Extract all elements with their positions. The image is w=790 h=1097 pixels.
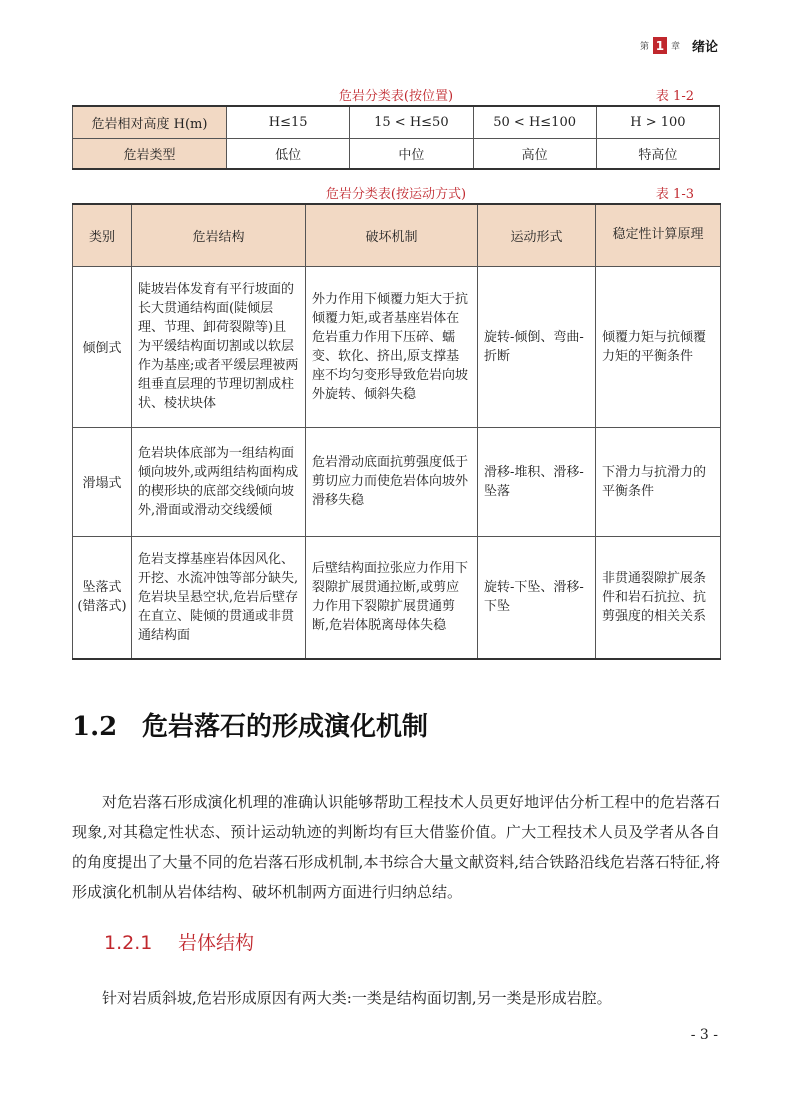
table-cell: 旋转-下坠、滑移-下坠 — [478, 536, 596, 659]
table-cell: 倾倒式 — [73, 266, 132, 427]
table3-caption-row — [72, 183, 720, 201]
table-header-cell: 类别 — [73, 204, 132, 266]
table-row — [73, 266, 721, 427]
table2-caption-row — [72, 85, 720, 103]
chapter-header — [640, 36, 718, 55]
table-cell: 滑移-堆积、滑移-坠落 — [478, 427, 596, 536]
body-paragraph: 针对岩质斜坡,危岩形成原因有两大类:一类是结构面切割,另一类是形成岩腔。 — [102, 989, 612, 1007]
table-position-classification — [72, 105, 720, 170]
table-cell: 非贯通裂隙扩展条件和岩石抗拉、抗剪强度的相关关系 — [596, 536, 721, 659]
chapter-prefix: 第 — [639, 42, 649, 52]
body-paragraph: 对危岩落石形成演化机理的准确认识能够帮助工程技术人员更好地评估分析工程中的危岩落石现象,对其稳定性状态、预计运动轨迹的判断均有巨大借鉴价值。广大工程技术人员及学者从各自的角度提出了大量不同的危岩落石形成机制,本书综合大量文献资料,结合铁路沿线危岩落石特征,将形成演化机制从岩体结构、破坏机制两方面进行归纳总结。 — [72, 793, 720, 901]
table-cell: 后壁结构面拉张应力作用下裂隙扩展贯通拉断,或剪应力作用下裂隙扩展贯通剪断,危岩体脱离母体失稳 — [306, 536, 478, 659]
table-movement-classification — [72, 203, 721, 660]
table-cell: 危岩支撑基座岩体因风化、开挖、水流冲蚀等部分缺失,危岩块呈悬空状,危岩后壁存在直立、陡倾的贯通或非贯通结构面 — [132, 536, 306, 659]
table-cell: 滑塌式 — [73, 427, 132, 536]
table-cell: 危岩相对高度 H(m) — [73, 106, 227, 138]
table-cell: 特高位 — [596, 138, 719, 169]
table-cell: 陡坡岩体发育有平行坡面的长大贯通结构面(陡倾层理、节理、卸荷裂隙等)且为平缓结构面切割或以软层作为基座;或者平缓层理被两组垂直层理的节理切割成柱状、棱状块体 — [132, 266, 306, 427]
table-header-row — [73, 204, 721, 266]
table-cell: H≤15 — [227, 106, 350, 138]
table-cell: H > 100 — [596, 106, 719, 138]
table-header-cell: 危岩结构 — [132, 204, 306, 266]
table-cell: 坠落式(错落式) — [73, 536, 132, 659]
table-cell: 旋转-倾倒、弯曲-折断 — [478, 266, 596, 427]
table-cell: 15 < H≤50 — [350, 106, 473, 138]
page-number: - 3 - — [690, 1027, 718, 1043]
table3-caption: 危岩分类表(按运动方式) — [325, 187, 467, 202]
table-cell: 50 < H≤100 — [473, 106, 596, 138]
table-cell: 危岩类型 — [73, 138, 227, 169]
table-header-cell: 破坏机制 — [306, 204, 478, 266]
table2-number: 表 1-2 — [655, 89, 694, 104]
table-cell: 中位 — [350, 138, 473, 169]
table-cell: 外力作用下倾覆力矩大于抗倾覆力矩,或者基座岩体在危岩重力作用下压碎、蠕变、软化、挤出,原支撑基座不均匀变形导致危岩向坡外旋转、倾斜失稳 — [306, 266, 478, 427]
table-cell: 倾覆力矩与抗倾覆力矩的平衡条件 — [596, 266, 721, 427]
section-title: 危岩落石的形成演化机制 — [142, 712, 429, 742]
table-row — [73, 536, 721, 659]
table-header-cell: 稳定性计算原理 — [596, 204, 721, 266]
table-cell: 危岩块体底部为一组结构面倾向坡外,或两组结构面构成的楔形块的底部交线倾向坡外,滑面或滑动交线缓倾 — [132, 427, 306, 536]
table-cell: 危岩滑动底面抗剪强度低于剪切应力而使危岩体向坡外滑移失稳 — [306, 427, 478, 536]
table3-number: 表 1-3 — [655, 187, 694, 202]
table2-caption: 危岩分类表(按位置) — [338, 89, 454, 104]
table-header-cell: 运动形式 — [478, 204, 596, 266]
table-row — [73, 106, 720, 138]
chapter-number-badge: 1 — [653, 37, 667, 54]
chapter-title: 绪论 — [691, 40, 718, 55]
subsection-number: 1.2.1 — [104, 932, 153, 954]
chapter-suffix: 章 — [670, 42, 680, 52]
section-heading — [72, 706, 428, 743]
table-cell: 高位 — [473, 138, 596, 169]
table-cell: 低位 — [227, 138, 350, 169]
section-number: 1.2 — [72, 712, 118, 742]
subsection-heading — [104, 928, 254, 955]
subsection-title: 岩体结构 — [178, 932, 255, 954]
table-row — [73, 427, 721, 536]
table-cell: 下滑力与抗滑力的平衡条件 — [596, 427, 721, 536]
table-row — [73, 138, 720, 169]
